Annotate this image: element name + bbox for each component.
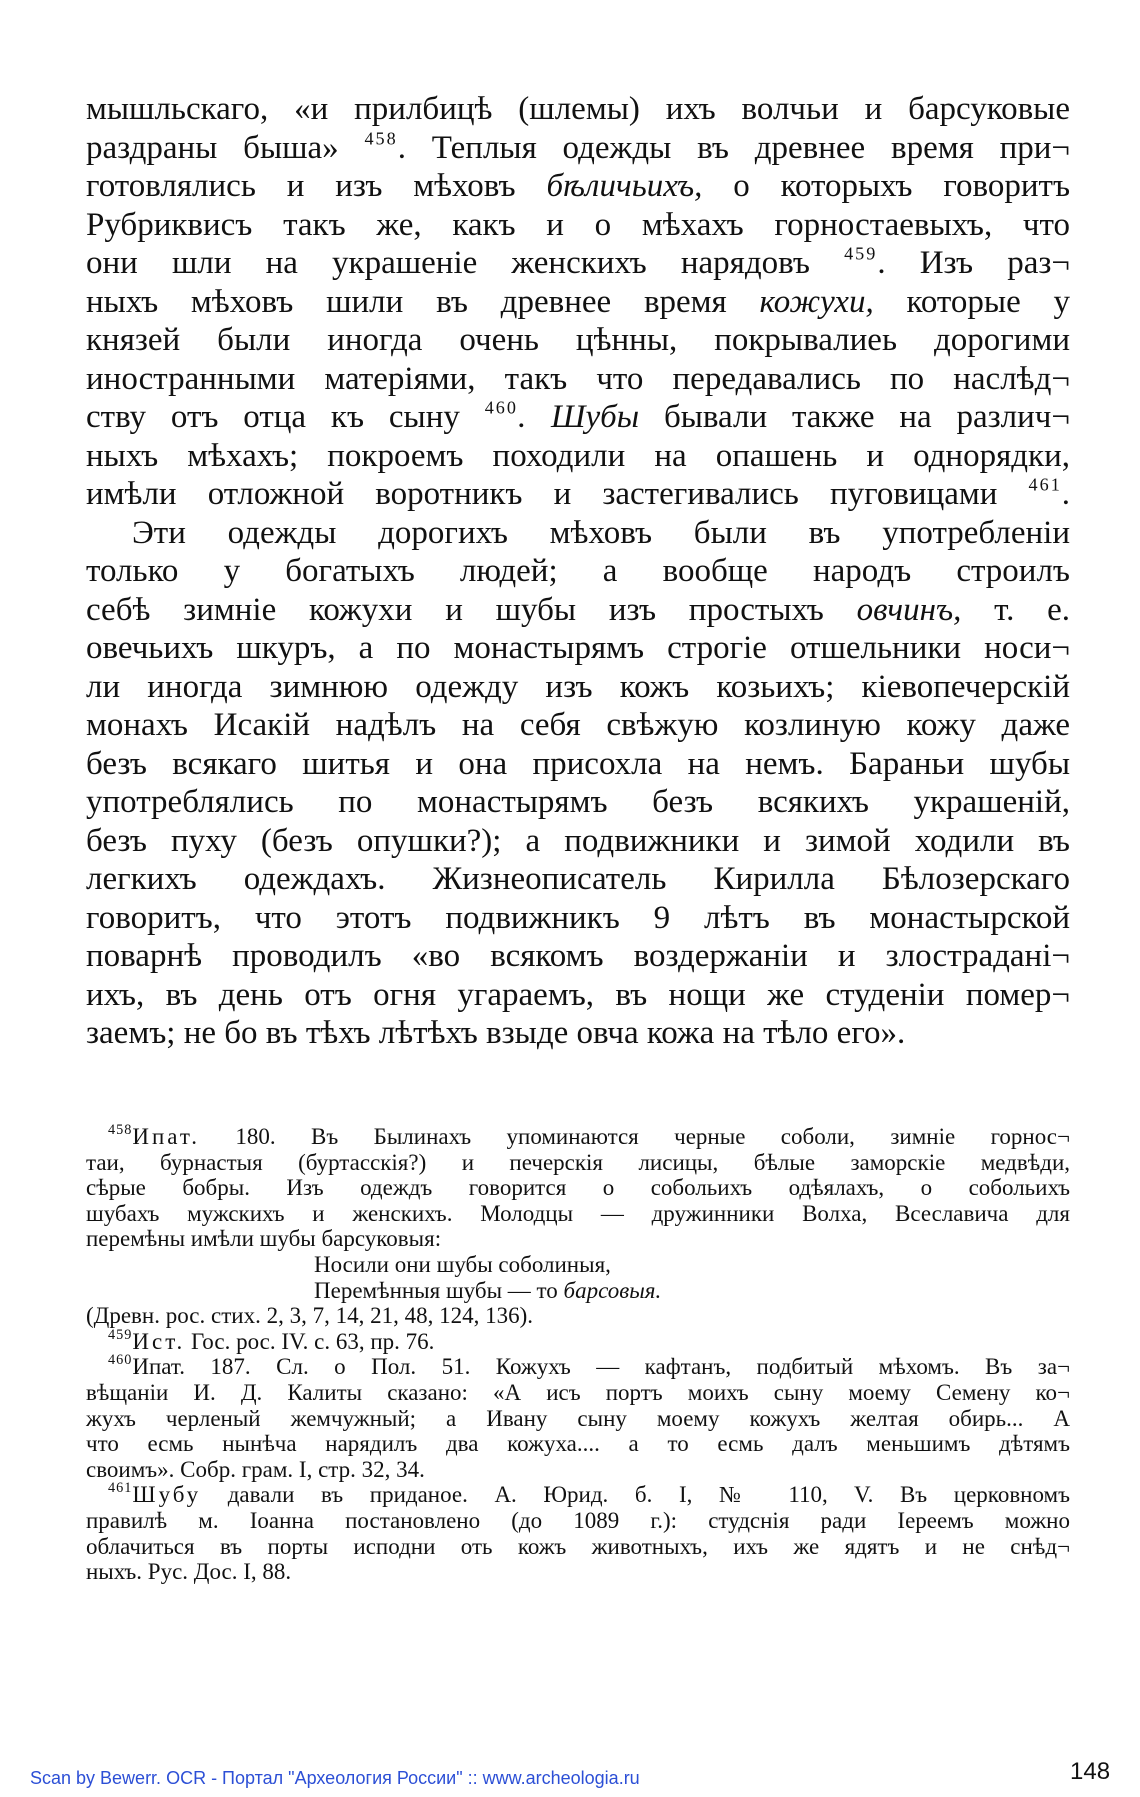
footnote-line: шубахъ мужскихъ и женскихъ. Молодцы — дружинники Волха, Всеславича для: [86, 1200, 1070, 1226]
text-line: мышльскаго, «и прилбицѣ (шлемы) ихъ волчьи и барсуковые: [86, 91, 1070, 127]
text-line: ихъ, въ день отъ огня угараемъ, въ нощи же студеніи помер¬: [86, 976, 1070, 1013]
text-line: безъ пуху (безъ опушки?); а подвижники и зимой ходили въ: [86, 822, 1070, 859]
text-line: монахъ Исакій надѣлъ на себя свѣжую козлиную кожу даже: [86, 707, 1070, 743]
text-line: они шли на украшеніе женскихъ нарядовъ $^{459}$. Изъ раз¬: [86, 243, 1070, 281]
footnotes: [86, 1124, 1070, 1585]
text-line: Эти одежды дорогихъ мѣховъ были въ употребленіи: [132, 514, 1070, 551]
main-text: [86, 90, 1070, 1053]
text-line: заемъ; не бо въ тѣхъ лѣтѣхъ взыде овча кожа на тѣло его».: [86, 1015, 906, 1051]
footnote-460: $^{460}$Ипат. 187. Сл. о Пол. 51. Кожухъ — кафтанъ, подбитый мѣхомъ. Въ за¬: [108, 1352, 1070, 1380]
footnote-ref-459[interactable]: 459: [844, 243, 878, 264]
footnote-ref-458[interactable]: 458: [364, 127, 398, 148]
footnote-458: $^{458}$Ипат. 180. Въ Былинахъ упоминаются черные соболи, зимніе горнос¬: [108, 1122, 1070, 1149]
scan-credit-link[interactable]: Scan by Bewerr. OCR - Портал "Археология России" :: www.archeologia.ru: [30, 1768, 640, 1788]
footnote-line: (Древн. рос. стих. 2, 3, 7, 14, 21, 48, 124, 136).: [86, 1303, 533, 1329]
footnote-ref-460[interactable]: 460: [484, 397, 518, 418]
text-line: говоритъ, что этотъ подвижникъ 9 лѣтъ въ монастырской: [86, 899, 1070, 936]
text-line: готовлялись и изъ мѣховъ бѣличьихъ, о которыхъ говоритъ: [86, 168, 1071, 204]
text-line: себѣ зимніе кожухи и шубы изъ простыхъ овчинъ, т. е.: [86, 591, 1071, 628]
footnote-line: таи, бурнастыя (буртасскія?) и печерскія лисицы, бѣлые заморскіе медвѣди,: [86, 1149, 1070, 1175]
footnote-line: перемѣны имѣли шубы барсуковыя:: [86, 1226, 442, 1252]
verse-line: Перемѣнныя шубы — то барсовыя.: [314, 1277, 662, 1303]
text-line: ныхъ мѣхахъ; покроемъ походили на опашень и однорядки,: [86, 437, 1070, 474]
text-line: ныхъ мѣховъ шили въ древнее время кожухи, которые у: [86, 283, 1071, 320]
text-line: Рубриквисъ такъ же, какъ и о мѣхахъ горностаевыхъ, что: [86, 206, 1070, 243]
text-line: раздраны быша» $^{458}$. Теплыя одежды въ древнее время при¬: [86, 127, 1070, 166]
text-line: иностранными матеріями, такъ что передавались по наслѣд¬: [86, 360, 1070, 397]
verse-line: Носили они шубы соболиныя,: [314, 1251, 611, 1277]
footnote-line: своимъ». Собр. грам. I, стр. 32, 34.: [86, 1456, 425, 1482]
text-line: легкихъ одеждахъ. Жизнеописатель Кирилла Бѣлозерскаго: [86, 861, 1070, 897]
footnote-line: жухъ черленый жемчужный; а Ивану сыну моему кожухъ желтая обирь... А: [86, 1405, 1070, 1431]
footnote-ref-461[interactable]: 461: [1028, 474, 1062, 495]
text-line: употреблялись по монастырямъ безъ всякихъ украшеній,: [86, 784, 1070, 820]
footnote-line: облачиться въ порты исподни оть кожъ животныхъ, ихъ же ядятъ и не снѣд¬: [86, 1533, 1070, 1559]
page-number: 148: [1070, 1758, 1111, 1785]
footnote-461: $^{461}$Шубу давали въ приданое. А. Юрид. б. I, № 110, V. Въ церковномъ: [108, 1480, 1070, 1508]
footnote-line: что есмь нынѣча нарядилъ два кожуха.... а то есмь далъ меньшимъ дѣтямъ: [86, 1431, 1070, 1457]
footnote-459: $^{459}$Ист. Гос. рос. IV. с. 63, пр. 76.: [108, 1326, 435, 1354]
text-line: князей были иногда очень цѣнны, покрывалиеь дорогими: [86, 322, 1070, 358]
text-line: ли иногда зимнюю одежду изъ кожъ козьихъ; кіевопечерскій: [86, 668, 1070, 705]
text-line: овечьихъ шкуръ, а по монастырямъ строгіе отшельники носи¬: [86, 630, 1070, 666]
text-line: ству отъ отца къ сыну $^{460}$. Шубы бывали также на различ¬: [86, 397, 1071, 435]
footnote-line: правилѣ м. Іоанна постановлено (до 1089 г.): студснія ради Іереемъ можно: [86, 1507, 1070, 1533]
text-line: имѣли отложной воротникъ и застегивались пуговицами $^{461}$.: [86, 474, 1071, 512]
text-line: поварнѣ проводилъ «во всякомъ воздержаніи и злостраданi¬: [86, 938, 1070, 974]
text-line: только у богатыхъ людей; а вообще народъ строилъ: [86, 553, 1070, 589]
footnote-line: вѣщаніи И. Д. Калиты сказано: «А исъ портъ моихъ сыну моему Семену ко¬: [86, 1379, 1070, 1405]
footnote-line: ныхъ. Рус. Дос. I, 88.: [86, 1559, 292, 1585]
text-line: безъ всякаго шитья и она присохла на немъ. Бараньи шубы: [86, 745, 1070, 782]
footnote-line: сѣрые бобры. Изъ одеждъ говорится о собольихъ одѣялахъ, о собольихъ: [86, 1175, 1070, 1201]
